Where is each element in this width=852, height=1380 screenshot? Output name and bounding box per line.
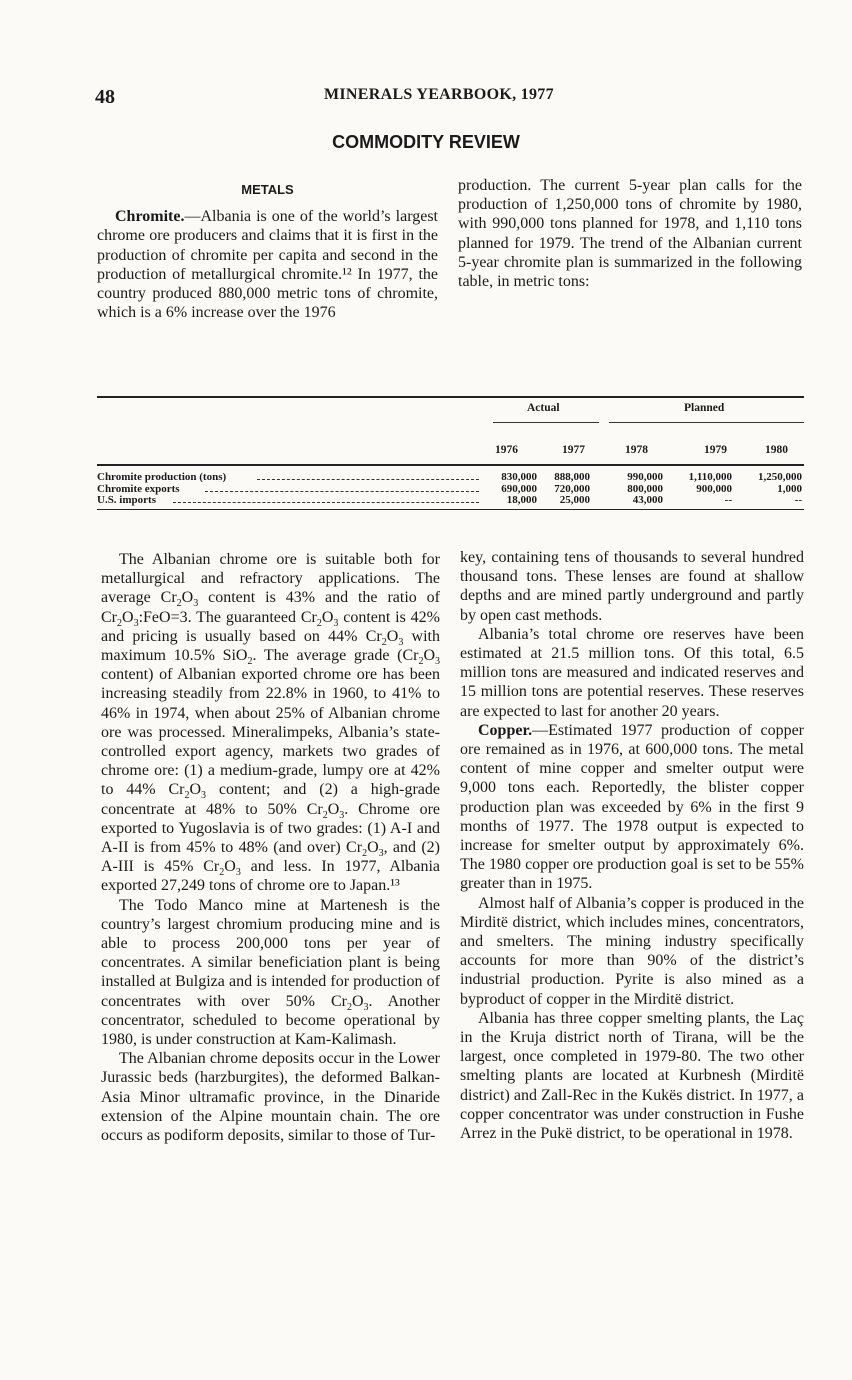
- metals-heading: METALS: [241, 182, 294, 197]
- section-title: COMMODITY REVIEW: [332, 132, 520, 152]
- top-right-column: [458, 176, 802, 291]
- table-cell: 1,110,000: [688, 471, 732, 483]
- table-group-header: [97, 398, 804, 430]
- table-cell: 720,000: [554, 482, 590, 495]
- year-col: 1979: [704, 444, 727, 456]
- table-cell: 800,000: [627, 482, 663, 495]
- bottom-right-column: [460, 548, 804, 1143]
- table-cell: 830,000: [501, 471, 537, 483]
- table-row: [97, 484, 804, 496]
- chromite-lead: Chromite.: [115, 208, 185, 226]
- table-year-header: [97, 430, 804, 460]
- table-cell: 18,000: [506, 494, 537, 506]
- table-row: [97, 495, 804, 507]
- plan-paragraph: production. The current 5-year plan calls for the production of 1,250,000 tons of chromite by 1980, with 990,000 tons planned for 1978, and 1,110 tons planned for 1979. The trend of the Albanian current 5-year chromite plan is summarized in the following table, in metric tons:: [458, 177, 802, 291]
- page-number: 48: [95, 86, 115, 108]
- row-label: U.S. imports: [97, 494, 156, 506]
- table-cell: 25,000: [559, 494, 590, 506]
- row-label: Chromite production (tons): [97, 471, 227, 483]
- table-cell: --: [724, 494, 732, 506]
- table-row: [97, 472, 804, 484]
- table-cell: 1,000: [777, 482, 802, 495]
- chromite-intro-text: —Albania is one of the world’s largest chrome ore producers and claims that it is first in the production of chromite per capita and second in the production of metallurgical chromite.¹² In 1977, the country produced 880,000 metric tons of chromite, which is a 6% increase over the 1976: [97, 208, 438, 322]
- chromite-plan-table: [97, 396, 804, 510]
- table-cell: 990,000: [627, 471, 663, 483]
- copper-paragraph: Copper.—Estimated 1977 production of copper ore remained as in 1976, at 600,000 tons. The metal content of mine copper and smelter output were 9,000 tons each. Reportedly, the blister copper production plan was exceeded by 6% in the first 9 months of 1977. The 1978 output is expected to increase for smelter output by approximately 6%. The 1980 copper ore production goal is set to be 55% greater than in 1975.: [460, 721, 804, 893]
- lenses-paragraph: key, containing tens of thousands to several hundred thousand tons. These lenses are found at shallow depths and are mined partly underground and partly by open cast methods.: [460, 549, 804, 624]
- year-col: 1976: [495, 444, 518, 456]
- table-cell: 888,000: [554, 471, 590, 483]
- smelting-paragraph: Albania has three copper smelting plants, the Laç in the Kruja district north of Tirana, will be the largest, once completed in 1979-80. The two other smelting plants are located at Kurbnesh (Mirditë district) and Zall-Rec in the Kukës district. In 1977, a copper concentrator was under construction in Fushe Arrez in the Pukë district, to be operational in 1978.: [460, 1009, 804, 1143]
- table-cell: 43,000: [632, 494, 663, 506]
- mirdite-paragraph: Almost half of Albania’s copper is produced in the Mirditë district, which includes mines, concentrators, and smelters. The mining industry specifically accounts for more than 90% of the district’s industrial production. Pyrite is also mined as a byproduct of copper in the Mirditë district.: [460, 894, 804, 1008]
- chromite-intro-paragraph: [97, 207, 438, 322]
- table-cell: --: [794, 494, 802, 506]
- table-cell: 1,250,000: [758, 471, 802, 483]
- running-head: MINERALS YEARBOOK, 1977: [324, 86, 554, 103]
- row-label: Chromite exports: [97, 482, 180, 495]
- deposits-paragraph: The Albanian chrome deposits occur in the Lower Jurassic beds (harzburgites), the deformed Balkan-Asia Minor ultramafic province, in the Dinaride extension of the Alpine mountain chain. The ore occurs as podiform deposits, similar to those of Tur-: [101, 1050, 440, 1145]
- reserves-paragraph: Albania’s total chrome ore reserves have been estimated at 21.5 million tons. Of this total, 6.5 million tons are measured and indicated reserves and 15 million tons are potential reserves. These reserves are expected to last for another 20 years.: [460, 625, 804, 720]
- group-actual: Actual: [527, 402, 560, 414]
- year-col: 1980: [765, 444, 788, 456]
- copper-lead: Copper.: [478, 721, 533, 739]
- year-col: 1977: [562, 444, 585, 456]
- todo-manco-paragraph: The Todo Manco mine at Martenesh is the country’s largest chromium producing mine and is able to process 200,000 tons per year of concentrates. A similar beneficiation plant is being installed at Bulgiza and is intended for production of concentrates with over 50% $Cr_2O_3$. Another concentrator, scheduled to become operational by 1980, is under construction at Kam-Kalimash.: [101, 896, 441, 1049]
- bottom-left-column: [101, 550, 440, 1145]
- year-col: 1978: [625, 444, 648, 456]
- table-cell: 900,000: [696, 482, 732, 495]
- group-planned: Planned: [684, 402, 725, 414]
- table-cell: 690,000: [501, 482, 537, 495]
- chrome-ore-paragraph: The Albanian chrome ore is suitable both for metallurgical and refractory applications. The average $Cr_2O_3$ content is 43% and the ratio of $Cr_2O_3:FeO=3$. The guaranteed $Cr_2O_3$ content is 42% and pricing is usually based on 44% $Cr_2O_3$ with maximum 10.5% SiO$_2$. The average grade ($Cr_2O_3$ content) of Albanian exported chrome ore has been increasing steadily from 22.8% in 1960, to 41% to 46% in 1974, when about 25% of Albanian chrome ore was processed. Mineralimpeks, Albania’s state-controlled export agency, markets two grades of chrome ore: (1) a medium-grade, lumpy ore at 42% to 44% $Cr_2O_3$ content; and (2) a high-grade concentrate at 48% to 50% $Cr_2O_3$. Chrome ore exported to Yugoslavia is of two grades: (1) A-I and A-II is from 45% to 48% (and over) $Cr_2O_3$, and (2) A-III is 45% $Cr_2O_3$ and less. In 1977, Albania exported 27,249 tons of chrome ore to Japan.¹³: [101, 551, 441, 895]
- top-left-column: [97, 180, 438, 322]
